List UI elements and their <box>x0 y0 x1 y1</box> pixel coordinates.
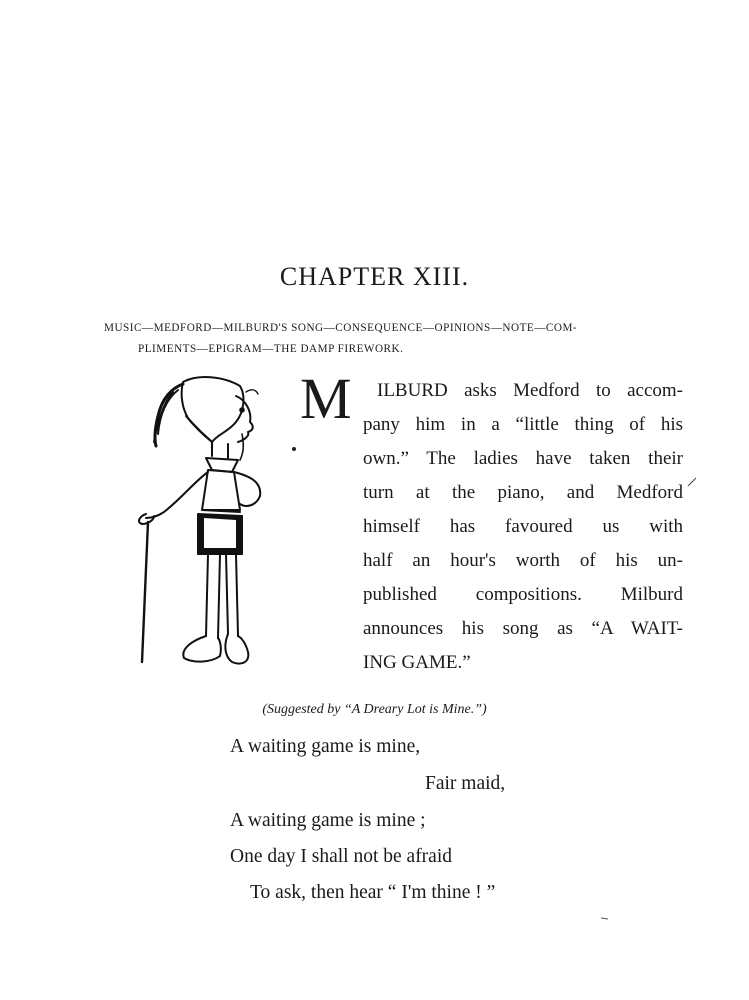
body-line: announces his song as “A WAIT- <box>363 618 683 639</box>
synopsis-line: MUSIC—MEDFORD—MILBURD'S SONG—CONSEQUENCE—OPINIONS—NOTE—COM- <box>104 322 578 334</box>
body-line: published compositions. Milburd <box>363 584 683 605</box>
body-line: own.” The ladies have taken their <box>363 448 683 469</box>
verse-line: A waiting game is mine, <box>230 736 421 757</box>
synopsis-line: PLIMENTS—EPIGRAM—THE DAMP FIREWORK. <box>138 343 404 355</box>
body-line: ILBURD asks Medford to accom- <box>377 380 683 401</box>
verse-line: To ask, then hear “ I'm thine ! ” <box>250 882 496 903</box>
body-line: half an hour's worth of his un- <box>363 550 683 571</box>
body-line: pany him in a “little thing of his <box>363 414 683 435</box>
body-line: ING GAME.” <box>363 652 471 673</box>
body-line: himself has favoured us with <box>363 516 683 537</box>
chapter-title: CHAPTER XIII. <box>279 262 470 291</box>
body-paragraph <box>363 374 683 680</box>
ink-speck <box>290 444 298 454</box>
chapter-synopsis <box>104 318 694 360</box>
verse-line: Fair maid, <box>425 773 506 794</box>
body-line: turn at the piano, and Medford <box>363 482 683 503</box>
verse-line: One day I shall not be afraid <box>230 846 453 867</box>
milburd-illustration <box>128 372 278 674</box>
verse-line: A waiting game is mine ; <box>230 810 426 831</box>
ink-speck <box>686 476 698 488</box>
song-epigraph: (Suggested by “A Dreary Lot is Mine.”) <box>262 702 487 717</box>
ink-speck <box>600 914 610 922</box>
drop-cap: M <box>300 366 352 431</box>
